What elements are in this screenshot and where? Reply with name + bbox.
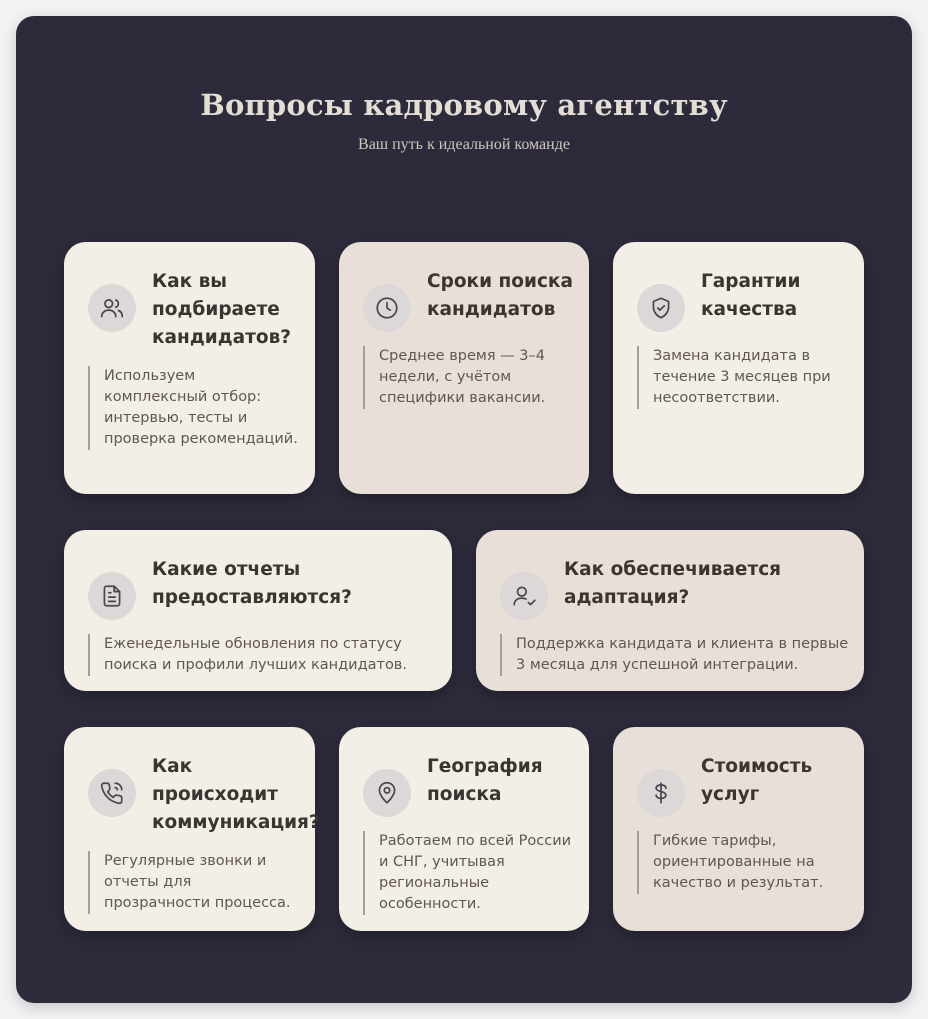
faq-answer: Поддержка кандидата и клиента в первые 3 месяца для успешной интеграции. bbox=[500, 634, 864, 676]
phone-call-icon bbox=[88, 769, 136, 817]
faq-card-geography[interactable] bbox=[339, 727, 589, 931]
faq-question: География поиска bbox=[427, 756, 543, 805]
faq-question: Гарантии качества bbox=[701, 271, 801, 320]
faq-answer: Среднее время — 3–4 недели, с учётом специфики вакансии. bbox=[363, 346, 589, 409]
faq-answer: Используем комплексный отбор: интервью, тесты и проверка рекомендаций. bbox=[88, 366, 315, 450]
document-icon bbox=[88, 572, 136, 620]
shield-check-icon bbox=[637, 284, 685, 332]
page-subtitle: Ваш путь к идеальной команде bbox=[358, 136, 570, 153]
map-pin-icon bbox=[363, 769, 411, 817]
user-check-icon bbox=[500, 572, 548, 620]
faq-answer: Замена кандидата в течение 3 месяцев при несоответствии. bbox=[637, 346, 864, 409]
faq-question: Какие отчеты предоставляются? bbox=[152, 559, 352, 608]
faq-card-communication[interactable] bbox=[64, 727, 320, 931]
faq-card-reports[interactable] bbox=[64, 530, 452, 691]
faq-question: Стоимость услуг bbox=[701, 756, 813, 805]
faq-question: Сроки поиска кандидатов bbox=[427, 271, 573, 320]
faq-card-selection[interactable] bbox=[64, 242, 315, 494]
faq-answer: Гибкие тарифы, ориентированные на качество и результат. bbox=[637, 831, 864, 894]
faq-card-adaptation[interactable] bbox=[476, 530, 864, 691]
dollar-icon bbox=[637, 769, 685, 817]
faq-answer: Регулярные звонки и отчеты для прозрачности процесса. bbox=[88, 851, 315, 914]
faq-answer: Работаем по всей России и СНГ, учитывая региональные особенности. bbox=[363, 831, 589, 915]
faq-question: Как происходит коммуникация? bbox=[152, 756, 320, 833]
users-icon bbox=[88, 284, 136, 332]
faq-question: Как обеспечивается адаптация? bbox=[564, 559, 782, 608]
faq-answer: Еженедельные обновления по статусу поиска и профили лучших кандидатов. bbox=[88, 634, 452, 676]
clock-icon bbox=[363, 284, 411, 332]
faq-card-guarantee[interactable] bbox=[613, 242, 864, 494]
page-title: Вопросы кадровому агентству bbox=[200, 88, 728, 122]
faq-card-timing[interactable] bbox=[339, 242, 589, 494]
faq-question: Как вы подбираете кандидатов? bbox=[152, 271, 292, 348]
faq-card-pricing[interactable] bbox=[613, 727, 864, 931]
